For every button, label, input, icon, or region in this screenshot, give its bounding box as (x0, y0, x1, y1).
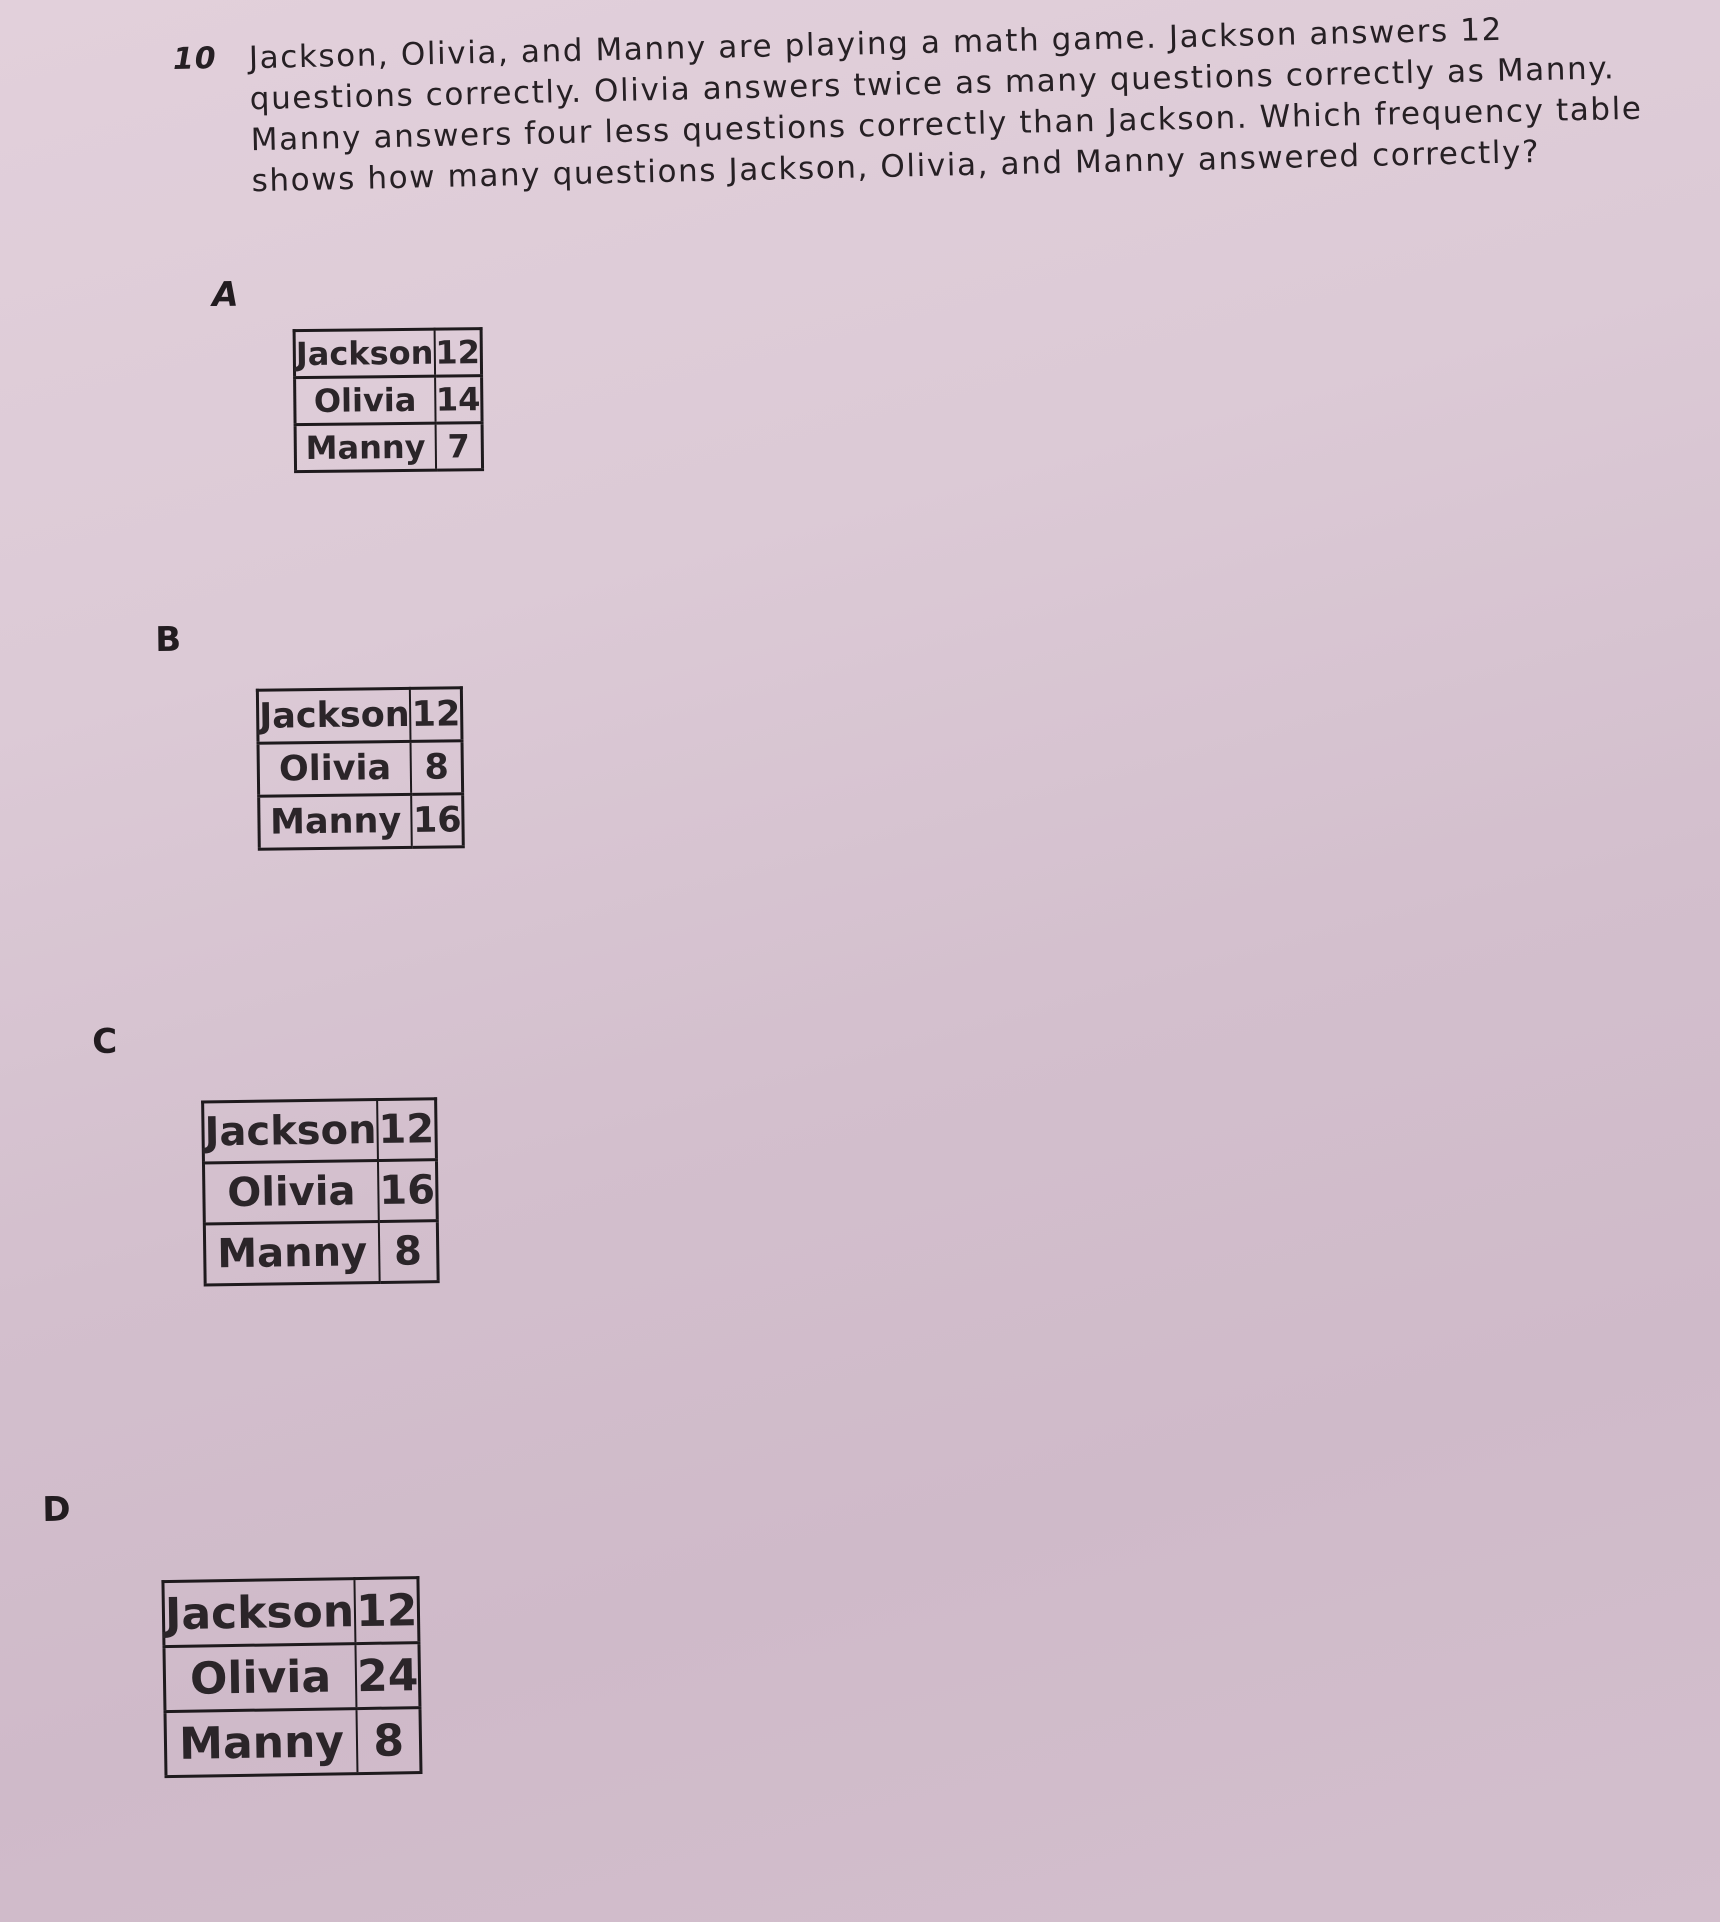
table-row (259, 794, 464, 849)
table-row (203, 1160, 436, 1224)
name-cell: Olivia (164, 1644, 357, 1712)
table-row (163, 1578, 419, 1647)
value-cell: 12 (410, 688, 462, 742)
name-cell: Jackson (294, 329, 435, 377)
value-cell: 12 (377, 1099, 436, 1161)
table-row (257, 688, 462, 743)
question-number: 10 (172, 41, 218, 77)
name-cell: Jackson (203, 1100, 378, 1163)
name-cell: Manny (204, 1222, 379, 1285)
value-cell: 8 (411, 741, 463, 795)
value-cell: 14 (435, 376, 483, 423)
frequency-table-d (161, 1576, 422, 1778)
name-cell: Olivia (295, 376, 436, 424)
name-cell: Manny (165, 1709, 358, 1777)
table-row (295, 376, 483, 425)
option-letter-c: C (92, 1021, 118, 1062)
value-cell: 24 (356, 1643, 421, 1709)
value-cell: 12 (434, 329, 482, 376)
table-row (165, 1708, 421, 1777)
frequency-table-a (293, 327, 485, 473)
value-cell: 8 (379, 1221, 438, 1283)
option-letter-b: B (155, 619, 182, 660)
option-letter-d: D (42, 1489, 71, 1530)
table-row (294, 329, 482, 378)
name-cell: Olivia (203, 1161, 378, 1224)
name-cell: Jackson (163, 1579, 356, 1647)
frequency-table-b (256, 686, 465, 851)
option-letter-a: A (212, 274, 239, 315)
name-cell: Manny (295, 423, 436, 471)
table-row (203, 1099, 436, 1163)
value-cell: 12 (355, 1578, 420, 1644)
frequency-table-c (201, 1097, 439, 1286)
question-text: Jackson, Olivia, and Manny are playing a math game. Jackson answers 12 questions correctly. Olivia answers twice as many questions correctly as Manny. Manny answers four less questions correctly than Jackson. Which frequency table shows how many questions Jackson, Olivia, and Manny answered correctly? (248, 11, 1643, 200)
table-row (295, 423, 483, 472)
value-cell: 16 (412, 794, 464, 848)
name-cell: Olivia (258, 741, 412, 796)
table-row (204, 1221, 437, 1285)
value-cell: 8 (357, 1708, 422, 1774)
name-cell: Manny (259, 794, 413, 849)
table-row (164, 1643, 420, 1712)
name-cell: Jackson (257, 688, 411, 743)
question-block (172, 0, 1672, 200)
value-cell: 7 (435, 423, 483, 470)
table-row (258, 741, 463, 796)
value-cell: 16 (378, 1160, 437, 1222)
